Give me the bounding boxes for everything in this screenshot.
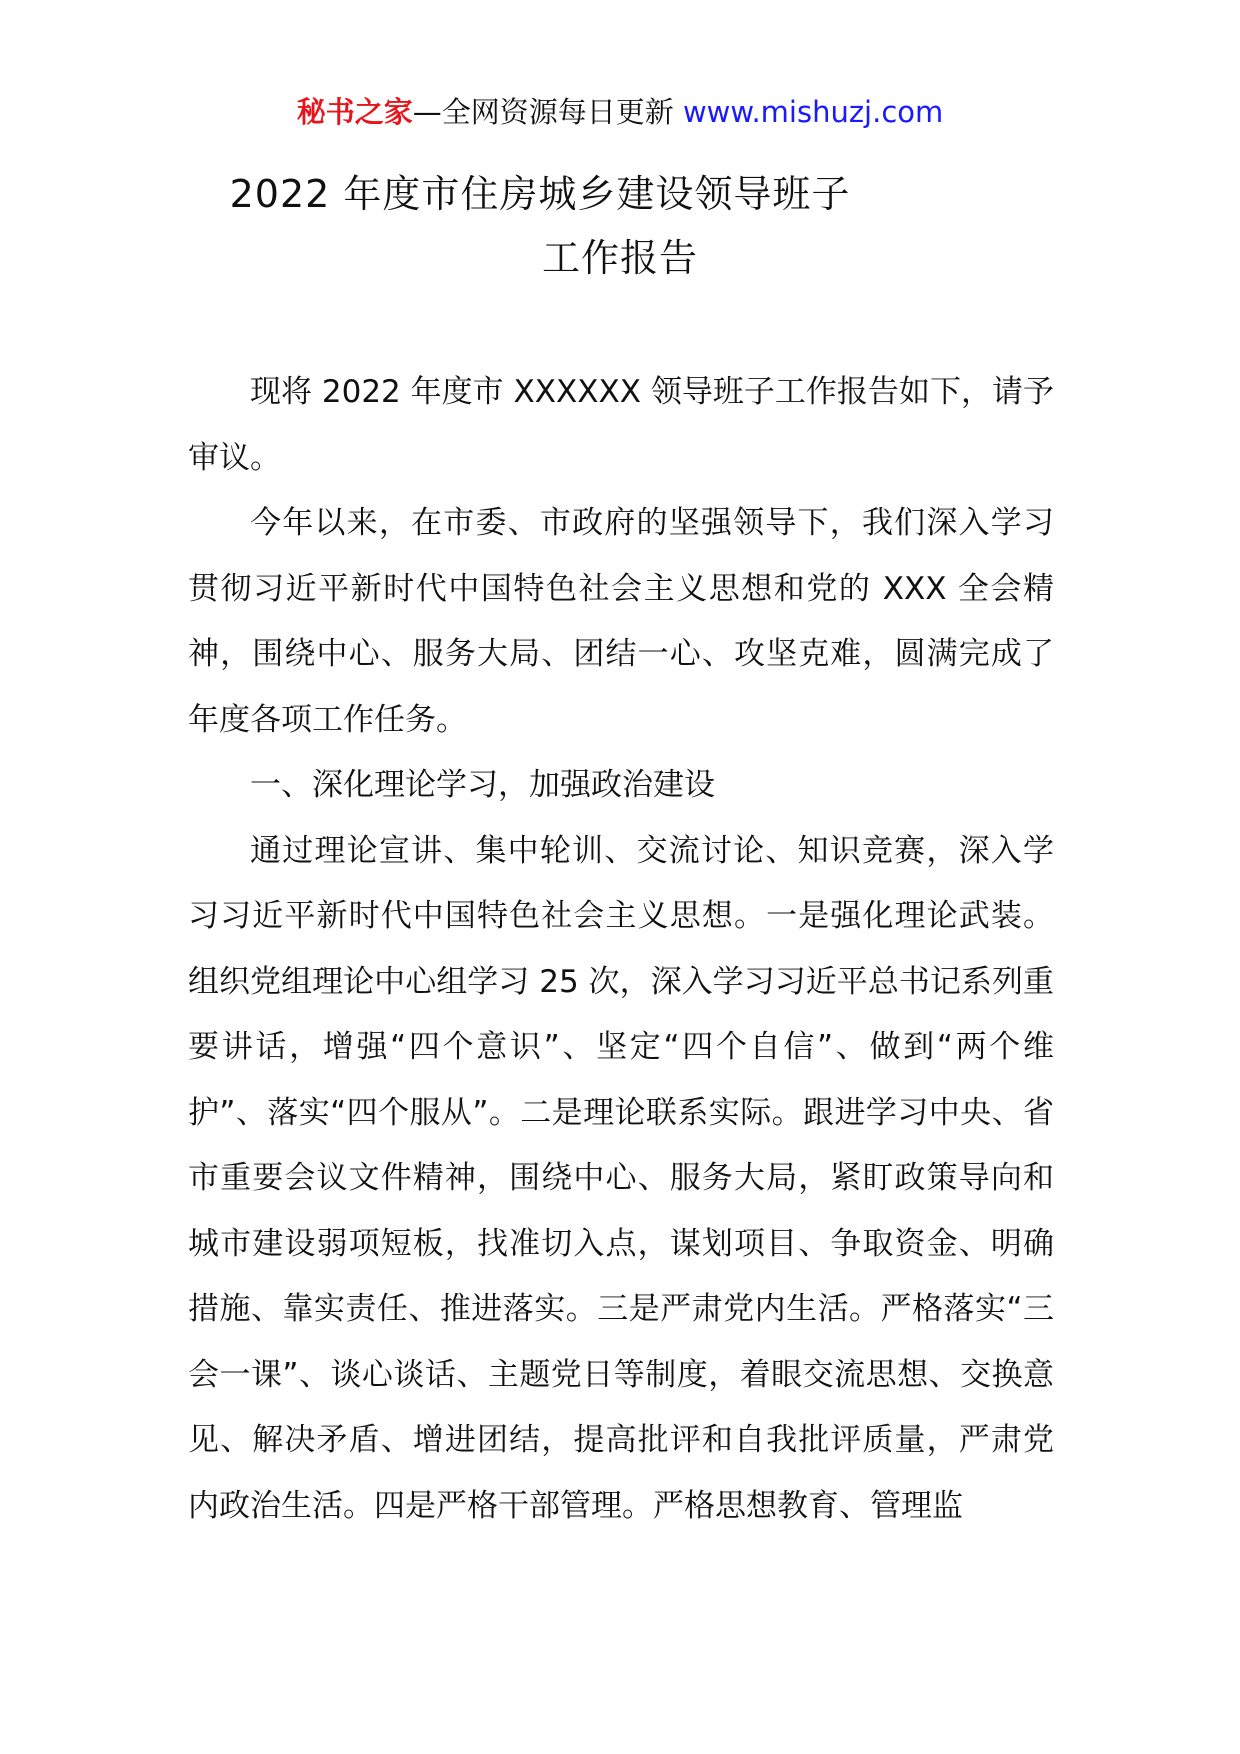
brand-name: 秘书之家 <box>296 95 413 129</box>
section-heading-1: 一、深化理论学习，加强政治建设 <box>250 767 715 803</box>
site-url-link[interactable]: www.mishuzj.com <box>682 95 944 129</box>
site-header <box>0 92 1240 132</box>
document-title-line-2: 工作报告 <box>541 236 698 280</box>
document-title-line-1: 2022 年度市住房城乡建设领导班子 <box>229 172 851 216</box>
paragraph-section-1: 通过理论宣讲、集中轮训、交流讨论、知识竞赛，深入学习习近平新时代中国特色社会主义思想。一是强化理论武装。组织党组理论中心组学习 25 次，深入学习习近平总书记系列重要讲话，增强“四个意识”、坚定“四个自信”、做到“两个维护”、落实“四个服从”。二是理论联系实际。跟进学习中央、省市重要会议文件精神，围绕中心、服务大局，紧盯政策导向和城市建设弱项短板，找准切入点，谋划项目、争取资金、明确措施、靠实责任、推进落实。三是严肃党内生活。严格落实“三会一课”、谈心谈话、主题党日等制度，着眼交流思想、交换意见、解决矛盾、增进团结，提高批评和自我批评质量，严肃党内政治生活。四是严格干部管理。严格思想教育、管理监 <box>188 832 1054 1524</box>
header-slogan: —全网资源每日更新 <box>412 95 674 129</box>
document-body <box>188 360 1054 1539</box>
paragraph-intro: 现将 2022 年度市 XXXXXX 领导班子工作报告如下，请予审议。 <box>188 374 1054 476</box>
paragraph-overview: 今年以来，在市委、市政府的坚强领导下，我们深入学习贯彻习近平新时代中国特色社会主义思想和党的 XXX 全会精神，围绕中心、服务大局、团结一心、攻坚克难，圆满完成了年度各项工作任务。 <box>188 505 1054 738</box>
